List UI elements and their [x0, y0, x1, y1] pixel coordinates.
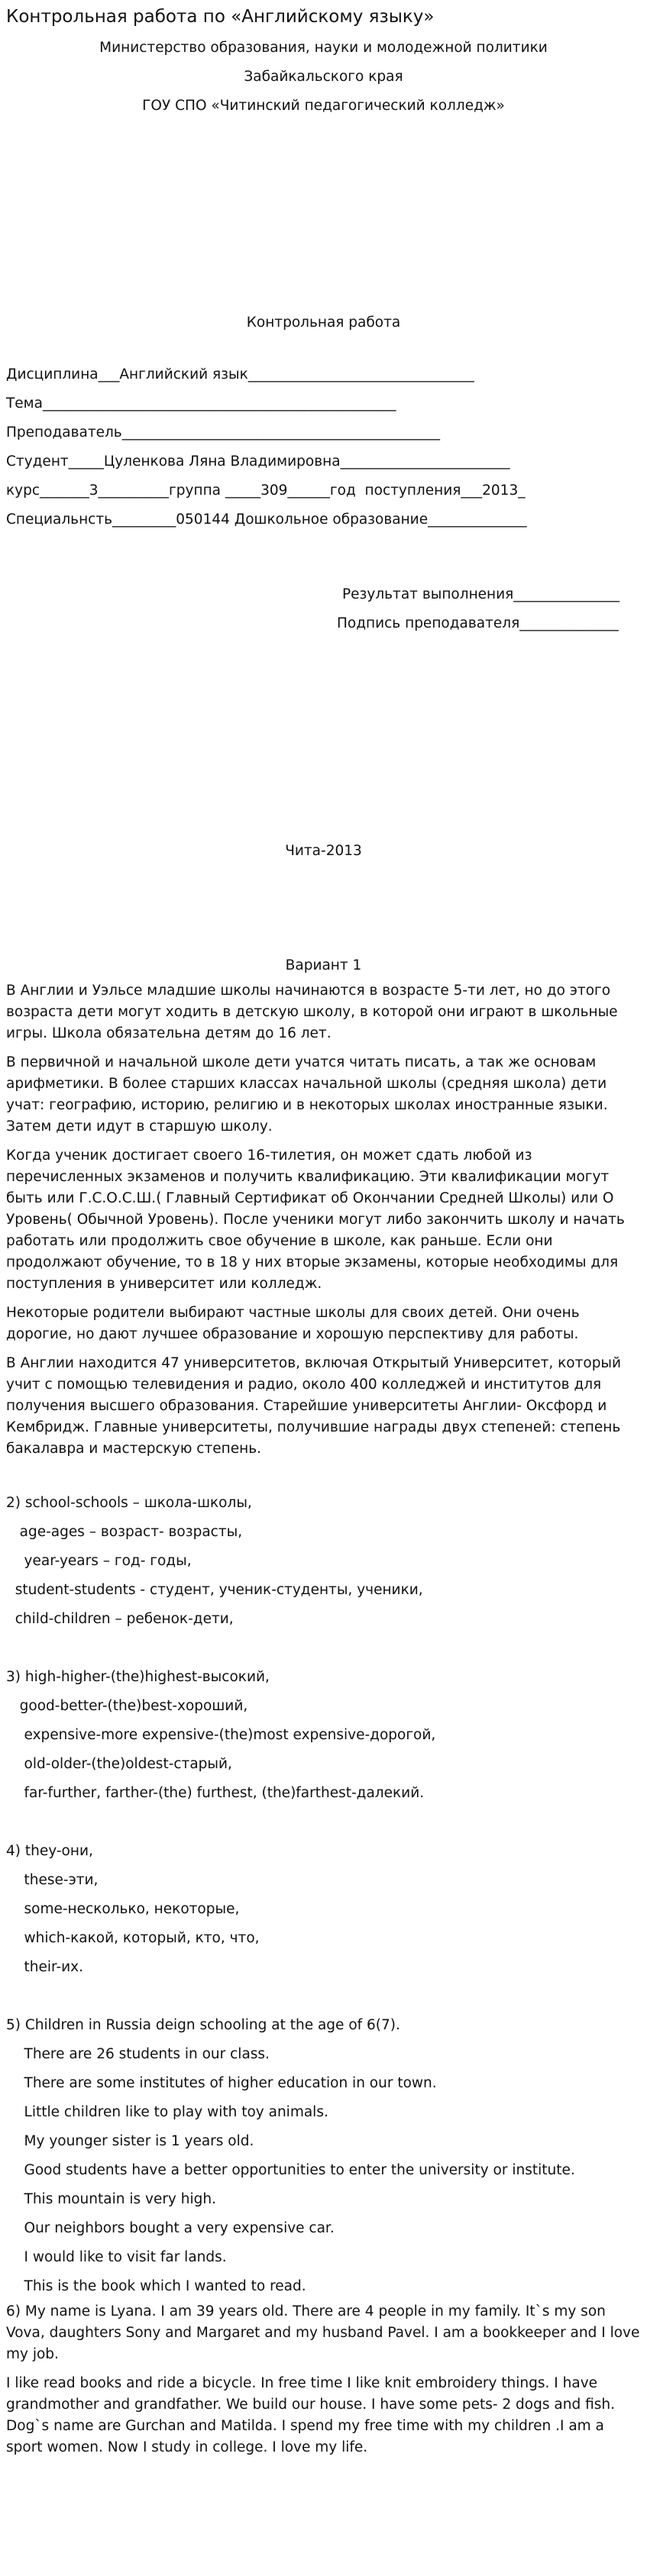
fields-block: [6, 360, 641, 534]
list-item: Little children like to play with toy animals.: [6, 2104, 328, 2120]
spacer: [6, 1982, 641, 2011]
list-item: 5) Children in Russia deign schooling at the age of 6(7).: [6, 2017, 400, 2033]
field-discipline: Дисциплина___Английский язык________________________________: [6, 366, 474, 383]
work-title: Контрольная работа: [246, 315, 401, 331]
paragraph: I like read books and ride a bicycle. In free time I like knit embroidery things. I have grandmother and grandfather. We build our house. I have some pets- 2 dogs and fish. Dog`s name are Gurchan and Matilda. I spend my free time with my children .I am a sport women. Now I study in college. I love my life.: [6, 2375, 615, 2455]
list-item: child-children – ребенок-дети,: [6, 1611, 234, 1627]
list-item: Our neighbors bought a very expensive car.: [6, 2220, 335, 2236]
field-specialty: Специальнсть_________050144 Дошкольное образование______________: [6, 512, 527, 528]
list-item: There are 26 students in our class.: [6, 2046, 270, 2062]
result-block: [6, 580, 641, 638]
spacer: [6, 866, 641, 951]
list-item: these-эти,: [6, 1872, 99, 1888]
list-item: age-ages – возраст- возрасты,: [6, 1524, 243, 1540]
region-line: Забайкальского края: [244, 69, 403, 85]
task-4: [6, 1837, 641, 1982]
list-item: My younger sister is 1 years old.: [6, 2133, 254, 2149]
list-item: 2) school-schools – школа-школы,: [6, 1495, 252, 1511]
task-3: [6, 1663, 641, 1808]
paragraph: Когда ученик достигает своего 16-тилетия, он может сдать любой из перечисленных экзаменов и получить квалификацию. Эти квалификации могут быть или Г.С.О.С.Ш.( Главный Сертификат об Окончании Средней Школы) или О Уровень( Обычной Уровень). После ученики могут либо закончить школу и начать работать или продолжить свое обучение в школе, как раньше. Если они продолжают обучение, то в 18 у них вторые экзамены, которые необходимы для поступления в университет или колледж.: [6, 1148, 625, 1292]
variant-title: Вариант 1: [285, 957, 362, 973]
list-item: year-years – год- годы,: [6, 1553, 192, 1569]
field-course: курс_______3__________группа _____309______год поступления___2013_: [6, 483, 526, 499]
list-item: their-их.: [6, 1959, 83, 1975]
result-line: Результат выполнения_______________: [342, 586, 620, 602]
spacer: [6, 1808, 641, 1837]
city-year: Чита-2013: [285, 843, 362, 859]
paragraph: В первичной и начальной школе дети учатся читать писать, а так же основам арифметики. В более старших классах начальной школы (средняя школа) дети учат: географию, историю, религию и в некоторых школах иностранные языки. Затем дети идут в старшую школу.: [6, 1054, 608, 1135]
list-item: far-further, farther-(the) furthest, (the)farthest-далекий.: [6, 1785, 425, 1801]
spacer: [6, 1467, 641, 1489]
paragraph: Некоторые родители выбирают частные школы для своих детей. Они очень дорогие, но дают лучшее образование и хорошую перспективу для работы.: [6, 1305, 580, 1342]
list-item: student-students - студент, ученик-студенты, ученики,: [6, 1582, 423, 1598]
spacer: [6, 121, 641, 308]
list-item: old-older-(the)oldest-старый,: [6, 1756, 232, 1772]
list-item: 3) high-higher-(the)highest-высокий,: [6, 1669, 270, 1685]
list-item: There are some institutes of higher education in our town.: [6, 2075, 437, 2091]
document-title: Контрольная работа по «Английскому языку»: [6, 7, 435, 27]
ministry-line: Министерство образования, науки и молодежной политики: [99, 40, 548, 56]
list-item: expensive-more expensive-(the)most expensive-дорогой,: [6, 1727, 436, 1743]
text-block: [6, 980, 641, 1460]
spacer: [6, 337, 641, 360]
list-item: good-better-(the)best-хороший,: [6, 1698, 248, 1714]
spacer: [6, 534, 641, 580]
list-item: 4) they-они,: [6, 1843, 93, 1859]
list-item: Good students have a better opportunities to enter the university or institute.: [6, 2162, 575, 2178]
paragraph: В Англии находится 47 университетов, включая Открытый Университет, который учит с помощью телевидения и радио, около 400 колледжей и институтов для получения высшего образования. Старейшие университеты Англии- Оксфорд и Кембридж. Главные университеты, получившие награды двух степеней: степень бакалавра и мастерскую степень.: [6, 1355, 622, 1457]
field-teacher: Преподаватель_____________________________________________: [6, 424, 440, 441]
field-topic: Тема__________________________________________________: [6, 395, 396, 412]
spacer: [6, 1634, 641, 1663]
task-6: [6, 2301, 641, 2458]
paragraph: В Англии и Уэльсе младшие школы начинаются в возрасте 5-ти лет, но до этого возраста дети могут ходить в детскую школу, в которой они играют в школьные игры. Школа обязательна детям до 16 лет.: [6, 983, 618, 1041]
signature-line: Подпись преподавателя______________: [337, 615, 619, 631]
list-item: which-какой, который, кто, что,: [6, 1930, 260, 1946]
field-student: Студент_____Цуленкова Ляна Владимировна________________________: [6, 454, 510, 470]
college-line: ГОУ СПО «Читинский педагогический колледж»: [142, 98, 505, 114]
list-item: This is the book which I wanted to read.: [6, 2278, 306, 2294]
list-item: This mountain is very high.: [6, 2191, 216, 2207]
task-2: [6, 1489, 641, 1634]
spacer: [6, 638, 641, 837]
list-item: some-несколько, некоторые,: [6, 1901, 240, 1917]
list-item: I would like to visit far lands.: [6, 2249, 227, 2265]
paragraph: 6) My name is Lyana. I am 39 years old. There are 4 people in my family. It`s my son Vova, daughters Sony and Margaret and my husband Pavel. I am a bookkeeper and I love my job.: [6, 2303, 640, 2362]
task-5: [6, 2011, 641, 2301]
